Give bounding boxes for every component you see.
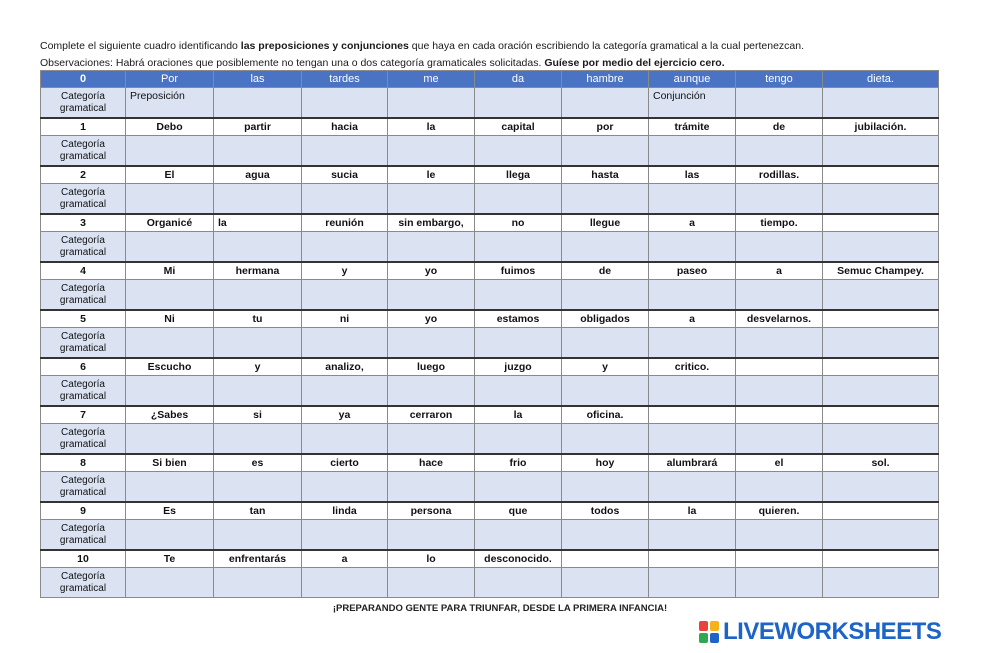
answer-cell[interactable] [649, 136, 736, 167]
example-word: Por [126, 71, 214, 88]
sentence-row [41, 310, 939, 328]
sentence-word: hace [388, 454, 475, 472]
row-number: 1 [41, 118, 126, 136]
sentence-word: ni [302, 310, 388, 328]
answer-cell[interactable] [388, 424, 475, 455]
answer-cell[interactable] [214, 424, 302, 455]
answer-cell[interactable] [562, 184, 649, 215]
answer-cell[interactable] [388, 232, 475, 263]
sentence-word: hermana [214, 262, 302, 280]
sentence-row [41, 262, 939, 280]
answer-cell[interactable] [302, 328, 388, 359]
answer-cell[interactable] [562, 232, 649, 263]
sentence-word: las [649, 166, 736, 184]
example-answer [388, 88, 475, 119]
category-label: Categoría gramatical [41, 424, 126, 455]
sentence-word: sucia [302, 166, 388, 184]
sentence-word: a [649, 310, 736, 328]
footer-slogan: ¡PREPARANDO GENTE PARA TRIUNFAR, DESDE LA PRIMERA INFANCIA! [332, 603, 668, 614]
row-number: 5 [41, 310, 126, 328]
instructions-line-1: Complete el siguiente cuadro identificando las preposiciones y conjunciones que haya en cada oración escribiendo la categoría gramatical a la cual pertenezcan. [40, 40, 805, 52]
example-word: dieta. [823, 71, 939, 88]
answer-cell[interactable] [214, 232, 302, 263]
answer-cell[interactable] [302, 280, 388, 311]
row-number: 6 [41, 358, 126, 376]
sentence-word: y [302, 262, 388, 280]
answer-cell[interactable] [302, 232, 388, 263]
sentence-word: agua [214, 166, 302, 184]
answer-cell[interactable] [562, 328, 649, 359]
answer-cell[interactable] [823, 328, 939, 359]
answer-cell[interactable] [736, 376, 823, 407]
row-number: 8 [41, 454, 126, 472]
answer-cell[interactable] [214, 520, 302, 551]
example-answer [562, 88, 649, 119]
sentence-word: el [736, 454, 823, 472]
row-number: 3 [41, 214, 126, 232]
sentence-row [41, 550, 939, 568]
answer-cell[interactable] [736, 472, 823, 503]
example-answer [302, 88, 388, 119]
sentence-word: no [475, 214, 562, 232]
answer-cell[interactable] [126, 472, 214, 503]
row-number: 0 [41, 71, 126, 88]
answer-cell[interactable] [649, 472, 736, 503]
sentence-word: linda [302, 502, 388, 520]
sentence-word: Te [126, 550, 214, 568]
example-word: tardes [302, 71, 388, 88]
sentence-word: y [562, 358, 649, 376]
sentence-word: critico. [649, 358, 736, 376]
sentence-word [823, 310, 939, 328]
sentence-word: sol. [823, 454, 939, 472]
sentence-row [41, 406, 939, 424]
sentence-word: tan [214, 502, 302, 520]
sentence-word: sin embargo, [388, 214, 475, 232]
answer-cell[interactable] [823, 568, 939, 598]
header-row [41, 71, 939, 88]
example-answer [823, 88, 939, 119]
sentence-word: ya [302, 406, 388, 424]
sentence-word: alumbrará [649, 454, 736, 472]
example-word: las [214, 71, 302, 88]
logo-text: LIVEWORKSHEETS [723, 618, 942, 645]
answer-cell[interactable] [388, 328, 475, 359]
sentence-word: si [214, 406, 302, 424]
row-number: 2 [41, 166, 126, 184]
category-row [41, 280, 939, 311]
category-label: Categoría gramatical [41, 472, 126, 503]
answer-cell[interactable] [736, 280, 823, 311]
answer-cell[interactable] [475, 280, 562, 311]
sentence-word: y [214, 358, 302, 376]
answer-cell[interactable] [214, 280, 302, 311]
sentence-word [823, 502, 939, 520]
sentence-word: trámite [649, 118, 736, 136]
answer-cell[interactable] [126, 280, 214, 311]
category-label: Categoría gramatical [41, 88, 126, 119]
sentence-word: hoy [562, 454, 649, 472]
answer-cell[interactable] [126, 184, 214, 215]
sentence-word: capital [475, 118, 562, 136]
worksheet-table [40, 70, 939, 598]
answer-cell[interactable] [562, 424, 649, 455]
answer-cell[interactable] [475, 232, 562, 263]
answer-cell[interactable] [736, 424, 823, 455]
sentence-word: enfrentarás [214, 550, 302, 568]
sentence-word: desvelarnos. [736, 310, 823, 328]
instructions-line-2: Observaciones: Habrá oraciones que posiblemente no tengan una o dos categoría gramaticales solicitadas. Guíese por medio del ejercicio cero. [40, 57, 725, 69]
sentence-word: El [126, 166, 214, 184]
liveworksheets-mark-icon [698, 620, 720, 644]
sentence-word [823, 166, 939, 184]
answer-cell[interactable] [388, 472, 475, 503]
sentence-word: rodillas. [736, 166, 823, 184]
sentence-word: todos [562, 502, 649, 520]
answer-cell[interactable] [823, 280, 939, 311]
sentence-word: a [302, 550, 388, 568]
sentence-word: Escucho [126, 358, 214, 376]
liveworksheets-logo [698, 618, 941, 646]
answer-cell[interactable] [126, 376, 214, 407]
sentence-word [736, 550, 823, 568]
answer-cell[interactable] [126, 136, 214, 167]
answer-cell[interactable] [475, 328, 562, 359]
sentence-word [562, 550, 649, 568]
category-label: Categoría gramatical [41, 136, 126, 167]
sentence-word: que [475, 502, 562, 520]
sentence-word: la [475, 406, 562, 424]
answer-cell[interactable] [214, 472, 302, 503]
sentence-word: Es [126, 502, 214, 520]
sentence-row [41, 166, 939, 184]
category-label: Categoría gramatical [41, 184, 126, 215]
sentence-row [41, 214, 939, 232]
sentence-word: por [562, 118, 649, 136]
sentence-row [41, 502, 939, 520]
answer-cell[interactable] [823, 136, 939, 167]
sentence-word: la [388, 118, 475, 136]
sentence-word: juzgo [475, 358, 562, 376]
category-label: Categoría gramatical [41, 376, 126, 407]
category-row [41, 376, 939, 407]
category-label: Categoría gramatical [41, 520, 126, 551]
answer-cell[interactable] [475, 184, 562, 215]
answer-cell[interactable] [475, 472, 562, 503]
category-row [41, 184, 939, 215]
sentence-word [736, 358, 823, 376]
sentence-word: oficina. [562, 406, 649, 424]
answer-cell[interactable] [214, 184, 302, 215]
logo-mark-tile [710, 633, 719, 643]
answer-cell[interactable] [475, 136, 562, 167]
answer-cell[interactable] [126, 520, 214, 551]
answer-cell[interactable] [126, 328, 214, 359]
example-answer [475, 88, 562, 119]
sentence-word: a [736, 262, 823, 280]
answer-cell[interactable] [302, 136, 388, 167]
category-row [41, 232, 939, 263]
answer-cell[interactable] [214, 136, 302, 167]
sentence-word [649, 550, 736, 568]
sentence-word: ¿Sabes [126, 406, 214, 424]
logo-mark-tile [699, 633, 708, 643]
answer-cell[interactable] [302, 424, 388, 455]
answer-cell[interactable] [475, 376, 562, 407]
answer-cell[interactable] [302, 520, 388, 551]
sentence-word [649, 406, 736, 424]
sentence-word: cerraron [388, 406, 475, 424]
answer-cell[interactable] [214, 376, 302, 407]
answer-cell[interactable] [736, 184, 823, 215]
answer-cell[interactable] [736, 328, 823, 359]
sentence-word: le [388, 166, 475, 184]
answer-cell[interactable] [736, 232, 823, 263]
answer-cell[interactable] [388, 376, 475, 407]
example-word: me [388, 71, 475, 88]
answer-cell[interactable] [823, 232, 939, 263]
answer-cell[interactable] [126, 424, 214, 455]
sentence-word: Debo [126, 118, 214, 136]
category-row [41, 136, 939, 167]
category-row [41, 520, 939, 551]
answer-cell[interactable] [302, 184, 388, 215]
answer-cell[interactable] [649, 328, 736, 359]
category-label: Categoría gramatical [41, 280, 126, 311]
sentence-word: paseo [649, 262, 736, 280]
sentence-word: quieren. [736, 502, 823, 520]
answer-cell[interactable] [736, 136, 823, 167]
sentence-word: hacia [302, 118, 388, 136]
answer-cell[interactable] [388, 280, 475, 311]
sentence-word: de [562, 262, 649, 280]
answer-cell[interactable] [388, 568, 475, 598]
example-answer [214, 88, 302, 119]
answer-cell[interactable] [388, 136, 475, 167]
sentence-word: frio [475, 454, 562, 472]
answer-cell[interactable] [736, 520, 823, 551]
answer-cell[interactable] [562, 376, 649, 407]
answer-cell[interactable] [302, 568, 388, 598]
sentence-word: Ni [126, 310, 214, 328]
answer-cell[interactable] [823, 520, 939, 551]
category-row [41, 328, 939, 359]
sentence-word: la [649, 502, 736, 520]
sentence-word [823, 406, 939, 424]
row-number: 10 [41, 550, 126, 568]
answer-cell[interactable] [302, 376, 388, 407]
answer-cell[interactable] [649, 568, 736, 598]
sentence-word [823, 358, 939, 376]
answer-cell[interactable] [736, 568, 823, 598]
answer-cell[interactable] [388, 184, 475, 215]
answer-cell[interactable] [126, 232, 214, 263]
example-answer: Conjunción [649, 88, 736, 119]
sentence-word: cierto [302, 454, 388, 472]
answer-cell[interactable] [562, 472, 649, 503]
category-label: Categoría gramatical [41, 568, 126, 598]
sentence-word: analizo, [302, 358, 388, 376]
example-word: hambre [562, 71, 649, 88]
answer-cell[interactable] [823, 472, 939, 503]
answer-cell[interactable] [649, 184, 736, 215]
answer-cell[interactable] [214, 328, 302, 359]
category-label: Categoría gramatical [41, 328, 126, 359]
answer-cell[interactable] [823, 376, 939, 407]
sentence-word: yo [388, 310, 475, 328]
answer-cell[interactable] [649, 280, 736, 311]
sentence-word [823, 214, 939, 232]
sentence-word: a [649, 214, 736, 232]
answer-cell[interactable] [562, 280, 649, 311]
sentence-word: Semuc Champey. [823, 262, 939, 280]
example-category-row [41, 88, 939, 119]
example-answer: Preposición [126, 88, 214, 119]
logo-mark-tile [699, 621, 708, 631]
sentence-word [823, 550, 939, 568]
row-number: 4 [41, 262, 126, 280]
answer-cell[interactable] [823, 184, 939, 215]
sentence-word: luego [388, 358, 475, 376]
row-number: 7 [41, 406, 126, 424]
sentence-row [41, 358, 939, 376]
answer-cell[interactable] [649, 232, 736, 263]
row-number: 9 [41, 502, 126, 520]
sentence-word: lo [388, 550, 475, 568]
sentence-word: Organicé [126, 214, 214, 232]
sentence-word: persona [388, 502, 475, 520]
sentence-word: jubilación. [823, 118, 939, 136]
sentence-row [41, 118, 939, 136]
answer-cell[interactable] [649, 424, 736, 455]
sentence-word: llega [475, 166, 562, 184]
sentence-word: obligados [562, 310, 649, 328]
sentence-word: llegue [562, 214, 649, 232]
category-row [41, 472, 939, 503]
example-word: tengo [736, 71, 823, 88]
sentence-word: yo [388, 262, 475, 280]
answer-cell[interactable] [388, 520, 475, 551]
sentence-word: partir [214, 118, 302, 136]
logo-mark-tile [710, 621, 719, 631]
answer-cell[interactable] [475, 424, 562, 455]
sentence-word: tu [214, 310, 302, 328]
sentence-word: Mi [126, 262, 214, 280]
answer-cell[interactable] [475, 520, 562, 551]
sentence-word: hasta [562, 166, 649, 184]
answer-cell[interactable] [562, 568, 649, 598]
category-label: Categoría gramatical [41, 232, 126, 263]
sentence-word: estamos [475, 310, 562, 328]
answer-cell[interactable] [214, 568, 302, 598]
sentence-word: fuimos [475, 262, 562, 280]
sentence-word: la [214, 214, 302, 232]
sentence-word: desconocido. [475, 550, 562, 568]
answer-cell[interactable] [562, 136, 649, 167]
sentence-row [41, 454, 939, 472]
sentence-word: reunión [302, 214, 388, 232]
sentence-word: de [736, 118, 823, 136]
example-word: aunque [649, 71, 736, 88]
example-word: da [475, 71, 562, 88]
answer-cell[interactable] [302, 472, 388, 503]
sentence-word [736, 406, 823, 424]
sentence-word: tiempo. [736, 214, 823, 232]
instructions [40, 38, 960, 72]
answer-cell[interactable] [823, 424, 939, 455]
answer-cell[interactable] [562, 520, 649, 551]
answer-cell[interactable] [649, 376, 736, 407]
answer-cell[interactable] [475, 568, 562, 598]
answer-cell[interactable] [126, 568, 214, 598]
answer-cell[interactable] [649, 520, 736, 551]
category-row [41, 424, 939, 455]
category-row [41, 568, 939, 598]
sentence-word: Si bien [126, 454, 214, 472]
sentence-word: es [214, 454, 302, 472]
example-answer [736, 88, 823, 119]
